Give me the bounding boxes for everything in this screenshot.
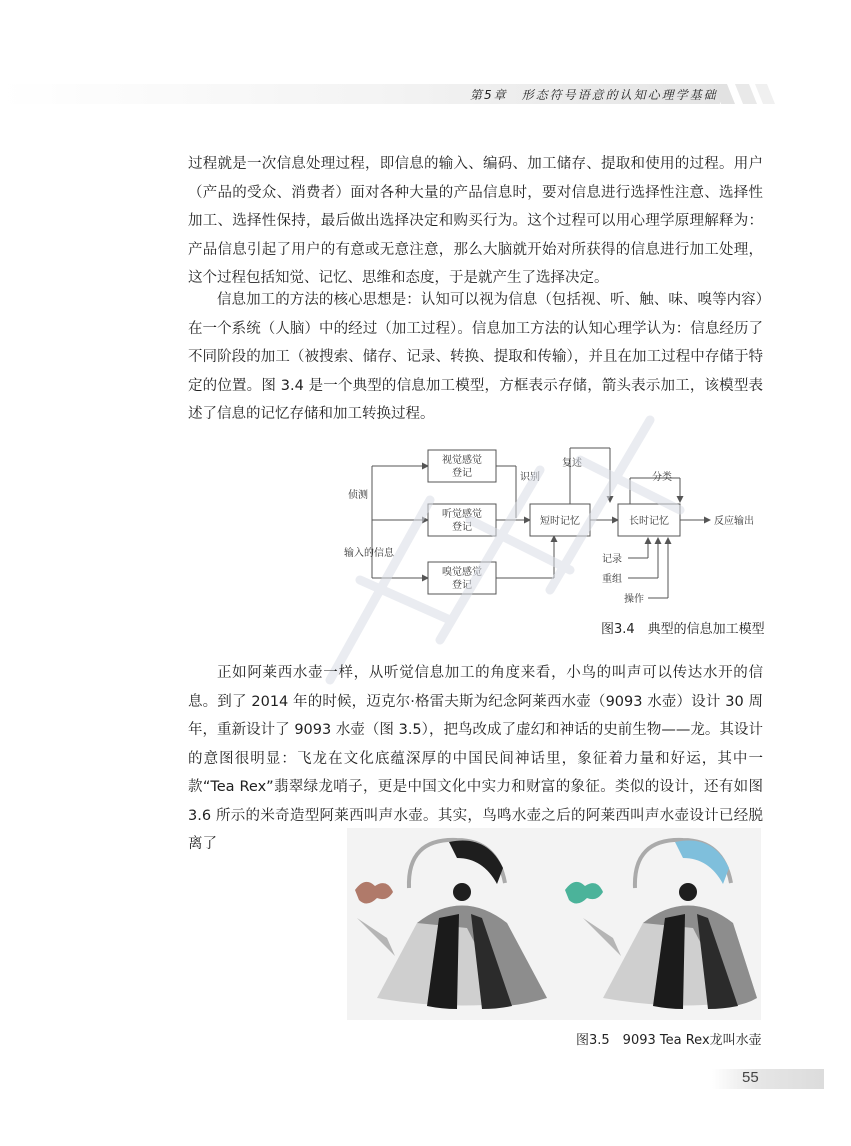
info-processing-diagram — [330, 438, 770, 608]
visual-line-1: 视觉感觉 — [442, 455, 482, 466]
label-classify: 分类 — [652, 472, 672, 483]
label-record: 记录 — [602, 554, 622, 565]
body-paragraph-3: 正如阿莱西水壶一样，从听觉信息加工的角度来看，小鸟的叫声可以传达水开的信息。到了 2014 年的时候，迈克尔·格雷夫斯为纪念阿莱西水壶（9093 水壶）设计 30 周年，重新设计了 9093 水壶（图 3.5），把鸟改成了虚幻和神话的史前生物——龙。其设计的意图很明显：飞龙在文化底蕴深厚的中国民间神话里，象征着力量和好运，其中一款“Tea Rex”翡翠绿龙哨子，更是中国文化中实力和财富的象征。类似的设计，还有如图 3.6 所示的米奇造型阿莱西叫声水壶。其实，鸟鸣水壶之后的阿莱西叫声水壶设计已经脱离了 — [188, 665, 763, 852]
tea-rex-kettle-photo — [347, 828, 761, 1020]
visual-line-2: 登记 — [452, 468, 472, 479]
page-number: 55 — [742, 1069, 759, 1086]
figure-3-5-caption: 图3.5 9093 Tea Rex龙叫水壶 — [576, 1033, 762, 1048]
label-operate: 操作 — [624, 594, 644, 605]
label-response: 反应输出 — [714, 516, 754, 527]
olfactory-line-1: 嗅觉感觉 — [442, 567, 482, 578]
chapter-title: 第5章 形态符号语意的认知心理学基础 — [470, 88, 718, 102]
label-review: 复述 — [562, 458, 582, 469]
body-paragraph-2: 信息加工的方法的核心思想是：认知可以视为信息（包括视、听、触、味、嗅等内容）在一个系统（人脑）中的经过（加工过程）。信息加工方法的认知心理学认为：信息经历了不同阶段的加工（被搜索、储存、记录、转换、提取和传输），并且在加工过程中存储于特定的位置。图 3.4 是一个典型的信息加工模型，方框表示存储，箭头表示加工，该模型表述了信息的记忆存储和加工转换过程。 — [188, 292, 763, 422]
label-reorganize: 重组 — [602, 574, 622, 585]
label-recognize: 识别 — [520, 472, 540, 483]
footer-bar — [712, 1069, 824, 1089]
olfactory-line-2: 登记 — [452, 580, 472, 591]
label-input: 输入的信息 — [344, 548, 394, 559]
header-bar — [0, 84, 851, 104]
auditory-line-1: 听觉感觉 — [442, 509, 482, 520]
figure-3-4-caption: 图3.4 典型的信息加工模型 — [601, 622, 765, 637]
long-term-label: 长时记忆 — [629, 516, 669, 527]
label-detect: 侦测 — [348, 490, 368, 501]
short-term-label: 短时记忆 — [540, 516, 580, 527]
body-paragraph-1: 过程就是一次信息处理过程，即信息的输入、编码、加工储存、提取和使用的过程。用户（产品的受众、消费者）面对各种大量的产品信息时，要对信息进行选择性注意、选择性加工、选择性保持，最后做出选择决定和购买行为。这个过程可以用心理学原理解释为：产品信息引起了用户的有意或无意注意，那么大脑就开始对所获得的信息进行加工处理，这个过程包括知觉、记忆、思维和态度，于是就产生了选择决定。 — [188, 156, 763, 286]
auditory-line-2: 登记 — [452, 522, 472, 533]
